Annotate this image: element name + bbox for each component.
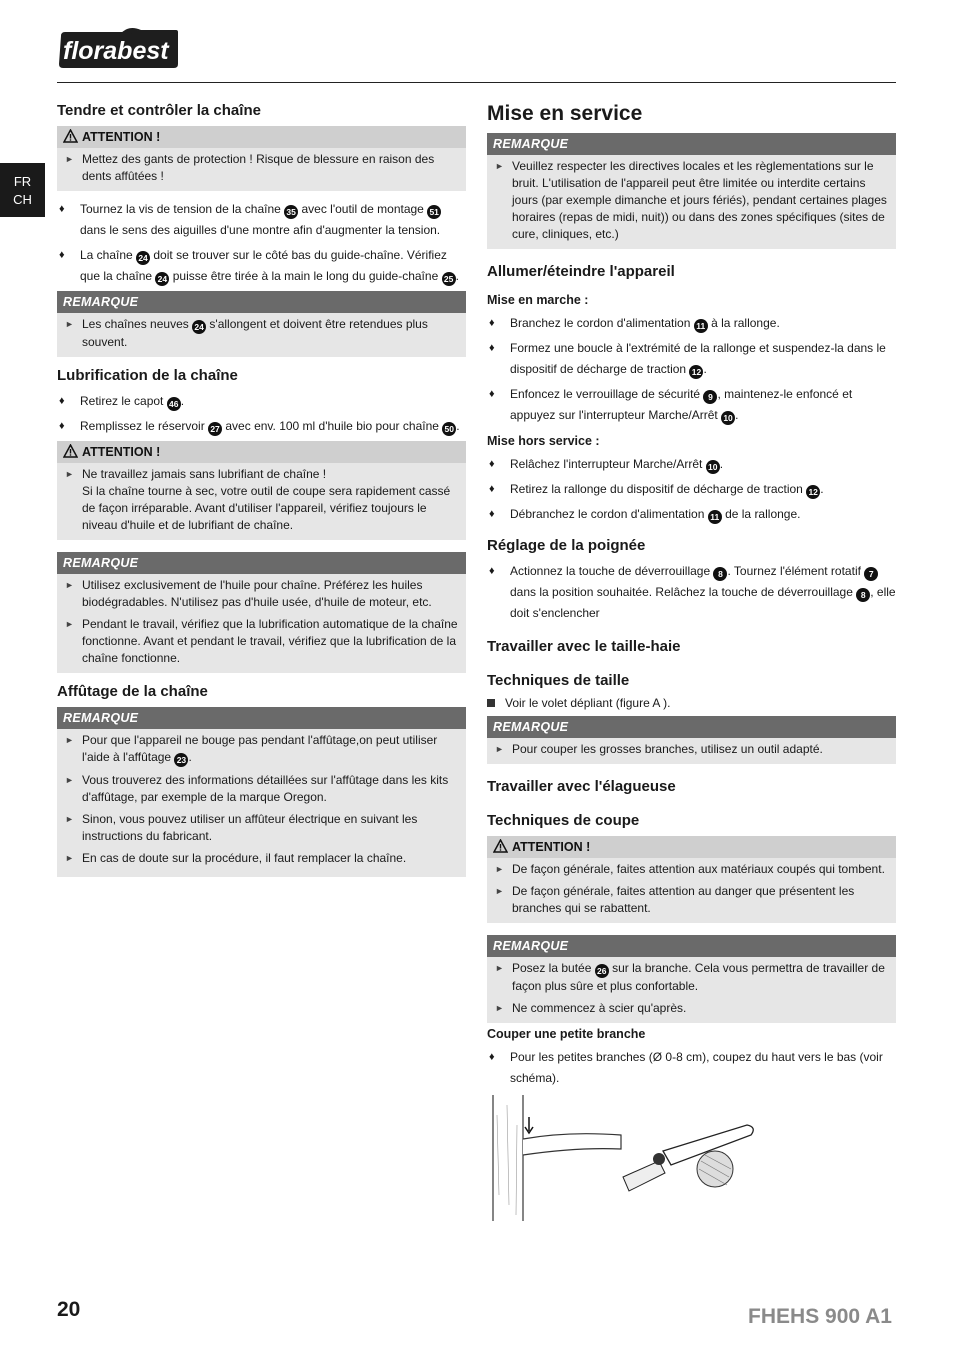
- warning-box: [57, 126, 466, 191]
- note-box: [57, 552, 466, 673]
- arrow-bullet-icon: ►: [65, 154, 74, 164]
- lang-fr: FR: [13, 174, 32, 189]
- bullet-text: Pour les petites branches (Ø 0-8 cm), coupez du haut vers le bas (voir schéma).: [510, 1050, 883, 1085]
- box-item-text: De façon générale, faites attention au danger que présentent les branches qui se rabattent.: [512, 884, 855, 915]
- text-fragment: .: [820, 482, 824, 496]
- box-item: [57, 808, 466, 847]
- diamond-bullet-icon: ♦: [489, 458, 495, 470]
- bullet-text: [80, 394, 184, 408]
- note-label: REMARQUE: [63, 556, 139, 570]
- subheading-stop: Mise hors service :: [487, 434, 600, 448]
- text-fragment: . Tournez l'élément rotatif: [727, 564, 865, 578]
- text-fragment: doit se trouver sur le côté bas du guide-chaîne. Vérifiez que la chaîne: [80, 248, 447, 283]
- square-bullet-icon: [487, 699, 495, 707]
- model-number: FHEHS 900 A1: [748, 1305, 892, 1328]
- cutting-diagram-illustration: [487, 1095, 757, 1221]
- bullet-text: [510, 482, 824, 496]
- warning-header: [57, 441, 466, 463]
- note-box: [57, 291, 466, 357]
- text-fragment: .: [719, 457, 724, 471]
- part-number-icon: 9: [703, 390, 717, 404]
- note-label: REMARQUE: [493, 137, 569, 151]
- text-fragment: avec l'outil de montage: [298, 202, 428, 216]
- box-item: [57, 148, 466, 187]
- note-box: [487, 133, 896, 249]
- diamond-bullet-icon: ♦: [489, 565, 495, 577]
- warning-box: [487, 836, 896, 923]
- diamond-bullet-icon: ♦: [489, 317, 495, 329]
- bullet-list: [57, 391, 466, 437]
- text-fragment: .: [456, 419, 460, 433]
- text-fragment: Les chaînes neuves: [82, 317, 193, 331]
- box-item-text: Sinon, vous pouvez utiliser un affûteur électrique en suivant les instructions du fabricant.: [82, 812, 418, 843]
- arrow-bullet-icon: ►: [495, 744, 504, 754]
- note-header: [487, 133, 896, 155]
- section-title-sharpening: Affûtage de la chaîne: [57, 683, 208, 700]
- text-fragment: Branchez le cordon d'alimentation: [510, 316, 694, 330]
- square-bullet: [487, 694, 896, 712]
- box-item-text: Utilisez exclusivement de l'huile pour chaîne. Préférez les huiles biodégradables. N'utilisez pas d'huile usée, d'huile de moteur, etc.: [82, 578, 432, 609]
- note-box: [487, 716, 896, 764]
- warning-box: [57, 441, 466, 540]
- box-item: [487, 880, 896, 919]
- note-label: REMARQUE: [493, 720, 569, 734]
- subheading-cut-techniques: Techniques de coupe: [487, 812, 640, 829]
- note-header: [57, 291, 466, 313]
- bullet-item: [487, 479, 896, 500]
- section-title-lubrication: Lubrification de la chaîne: [57, 367, 238, 384]
- text-fragment: , maintenez-le enfoncé et appuyez sur l'interrupteur Marche/Arrêt: [510, 387, 853, 422]
- bullet-item: [487, 1047, 896, 1089]
- arrow-bullet-icon: ►: [495, 864, 504, 874]
- bullet-item: [57, 199, 466, 241]
- bullet-list: [487, 313, 896, 426]
- bullet-list: [487, 561, 896, 624]
- bullet-item: [487, 338, 896, 380]
- note-header: [57, 552, 466, 574]
- text-fragment: dans le sens des aiguilles d'une montre afin d'augmenter la tension.: [80, 223, 441, 237]
- right-column: [487, 100, 896, 1221]
- bullet-item: [57, 391, 466, 412]
- box-item: [487, 957, 896, 997]
- subheading-start: Mise en marche :: [487, 293, 589, 307]
- text-fragment: Retirez le capot: [80, 394, 167, 408]
- diamond-bullet-icon: ♦: [59, 395, 65, 407]
- diamond-bullet-icon: ♦: [489, 388, 495, 400]
- subheading-small-branch: Couper une petite branche: [487, 1027, 646, 1041]
- part-number-icon: 51: [427, 205, 441, 219]
- bullet-item: [487, 313, 896, 334]
- text-fragment: dans la position souhaitée. Relâchez la touche de déverrouillage: [510, 585, 857, 599]
- bullet-item: [487, 384, 896, 426]
- bullet-text: [80, 202, 441, 237]
- arrow-bullet-icon: ►: [65, 853, 74, 863]
- square-bullet-text: Voir le volet dépliant (figure A ).: [505, 696, 671, 710]
- box-item-text: Ne travaillez jamais sans lubrifiant de chaîne ! Si la chaîne tourne à sec, votre outil de coupe sera rapidement cassé de façon irréparable. Avant d'utiliser l'appareil, vérifiez toujours le niveau d'huile et de lubrifiant de chaîne.: [82, 467, 451, 532]
- text-fragment: .: [188, 750, 192, 764]
- warning-header: [57, 126, 466, 148]
- part-number-icon: 25: [442, 272, 456, 286]
- bullet-text: [510, 387, 852, 422]
- note-label: REMARQUE: [493, 939, 569, 953]
- diamond-bullet-icon: ♦: [489, 342, 495, 354]
- text-fragment: Retirez la rallonge du dispositif de décharge de traction: [510, 482, 807, 496]
- text-fragment: .: [703, 362, 707, 376]
- note-header: [487, 935, 896, 957]
- section-title-pruner: Travailler avec l'élagueuse: [487, 778, 676, 795]
- section-title-hedge-trimmer: Travailler avec le taille-haie: [487, 638, 681, 655]
- text-fragment: Remplissez le réservoir: [80, 419, 209, 433]
- warning-header: [487, 836, 896, 858]
- box-item: [57, 574, 466, 613]
- part-number-icon: 10: [706, 460, 720, 474]
- box-item: [487, 155, 896, 245]
- note-box: [57, 707, 466, 877]
- warning-triangle-icon: [63, 129, 78, 143]
- part-number-icon: 8: [856, 588, 870, 602]
- part-number-icon: 10: [721, 411, 735, 425]
- arrow-bullet-icon: ►: [65, 814, 74, 824]
- arrow-bullet-icon: ►: [65, 619, 74, 629]
- text-fragment: puisse être tirée à la main le long du guide-chaîne: [169, 269, 442, 283]
- brand-logo: [57, 28, 180, 70]
- bullet-text: [80, 248, 459, 283]
- part-number-icon: 24: [192, 320, 206, 334]
- note-label: REMARQUE: [63, 711, 139, 725]
- diamond-bullet-icon: ♦: [489, 483, 495, 495]
- part-number-icon: 24: [136, 251, 150, 265]
- part-number-icon: 27: [208, 422, 222, 436]
- box-item: [57, 613, 466, 669]
- arrow-bullet-icon: ►: [495, 963, 504, 973]
- diamond-bullet-icon: ♦: [489, 508, 495, 520]
- svg-text:florabest: florabest: [63, 37, 169, 65]
- warning-triangle-icon: [493, 839, 508, 853]
- box-item-text: Veuillez respecter les directives locales et les règlementations sur le bruit. L'utilisation de l'appareil peut être limitée ou interdite certains jours (par exemple dimanche et jours fériés), pendant certaines plages horaires (repas de midi, nuit)) ou dans des zones spécifiques (sites de cure, cliniques, etc.): [512, 159, 887, 241]
- warning-label: ATTENTION !: [82, 130, 161, 144]
- bullet-list: [487, 454, 896, 525]
- part-number-icon: 50: [442, 422, 456, 436]
- text-fragment: .: [180, 394, 185, 408]
- part-number-icon: 35: [284, 205, 298, 219]
- text-fragment: Enfoncez le verrouillage de sécurité: [510, 387, 704, 401]
- warning-triangle-icon: [63, 444, 78, 458]
- part-number-icon: 12: [806, 485, 820, 499]
- bullet-list: [57, 199, 466, 287]
- brand-logo-graphic: [57, 28, 180, 70]
- cutting-diagram: [487, 1095, 757, 1221]
- bullet-item: [57, 245, 466, 287]
- page-title: Mise en service: [487, 102, 643, 125]
- box-item-text: Vous trouverez des informations détaillées sur l'affûtage dans les kits d'affûtage, par exemple de la marque Oregon.: [82, 773, 449, 804]
- page-number: 20: [57, 1298, 81, 1321]
- bullet-list: [487, 1047, 896, 1089]
- bullet-item: [487, 504, 896, 525]
- box-item-text: Pendant le travail, vérifiez que la lubrification automatique de la chaîne fonctionne. Avant et pendant le travail, vérifiez que la lubrification de la chaîne fonctionne.: [82, 617, 458, 665]
- bullet-text: [510, 564, 896, 620]
- bullet-text: [510, 341, 886, 376]
- header-rule: [57, 82, 896, 83]
- diamond-bullet-icon: ♦: [489, 1051, 495, 1063]
- text-fragment: .: [735, 408, 739, 422]
- text-fragment: Pour que l'appareil ne bouge pas pendant l'affûtage,on peut utiliser l'aide à l'affûtage: [82, 733, 438, 764]
- box-item-text: En cas de doute sur la procédure, il faut remplacer la chaîne.: [82, 851, 407, 865]
- text-fragment: Relâchez l'interrupteur Marche/Arrêt: [510, 457, 706, 471]
- box-item-text: Pour couper les grosses branches, utilisez un outil adapté.: [512, 742, 823, 756]
- arrow-bullet-icon: ►: [65, 319, 74, 329]
- box-item-text: Mettez des gants de protection ! Risque de blessure en raison des dents affûtées !: [82, 152, 435, 183]
- language-tab: [0, 163, 45, 217]
- box-item: [57, 729, 466, 769]
- text-fragment: avec env. 100 ml d'huile bio pour chaîne: [222, 419, 443, 433]
- box-item: [57, 847, 466, 869]
- box-item: [487, 858, 896, 880]
- arrow-bullet-icon: ►: [495, 161, 504, 171]
- text-fragment: Posez la butée: [512, 961, 595, 975]
- part-number-icon: 11: [708, 510, 722, 524]
- lang-ch: CH: [13, 192, 32, 207]
- text-fragment: La chaîne: [80, 248, 137, 262]
- note-header: [487, 716, 896, 738]
- text-fragment: s'allongent et doivent être retendues plus souvent.: [82, 317, 428, 349]
- text-fragment: Tournez la vis de tension de la chaîne: [80, 202, 285, 216]
- note-label: REMARQUE: [63, 295, 139, 309]
- part-number-icon: 26: [595, 964, 609, 978]
- box-item-text: De façon générale, faites attention aux matériaux coupés qui tombent.: [512, 862, 885, 876]
- arrow-bullet-icon: ►: [495, 1003, 504, 1013]
- box-item-text: [512, 961, 885, 993]
- subheading-trim-techniques: Techniques de taille: [487, 672, 630, 689]
- bullet-item: [487, 561, 896, 624]
- part-number-icon: 24: [155, 272, 169, 286]
- diamond-bullet-icon: ♦: [59, 249, 65, 261]
- warning-label: ATTENTION !: [512, 840, 591, 854]
- section-title-chain-tension: Tendre et contrôler la chaîne: [57, 102, 261, 119]
- warning-label: ATTENTION !: [82, 445, 161, 459]
- part-number-icon: 7: [864, 567, 878, 581]
- arrow-bullet-icon: ►: [495, 886, 504, 896]
- text-fragment: sur la branche. Cela vous permettra de travailler de façon plus sûre et plus confortable.: [512, 961, 885, 993]
- note-box: [487, 935, 896, 1023]
- text-fragment: Formez une boucle à l'extrémité de la rallonge et suspendez-la dans le dispositif de décharge de traction: [510, 341, 886, 376]
- bullet-text: [80, 419, 460, 433]
- note-header: [57, 707, 466, 729]
- bullet-item: [487, 454, 896, 475]
- bullet-item: [57, 416, 466, 437]
- part-number-icon: 8: [713, 567, 727, 581]
- text-fragment: .: [455, 269, 459, 283]
- text-fragment: à la rallonge.: [707, 316, 780, 330]
- part-number-icon: 46: [167, 397, 181, 411]
- box-item-text: [82, 317, 428, 349]
- left-column: [57, 100, 466, 885]
- arrow-bullet-icon: ►: [65, 735, 74, 745]
- arrow-bullet-icon: ►: [65, 469, 74, 479]
- box-item-text: Ne commencez à scier qu'après.: [512, 1001, 687, 1015]
- box-item: [57, 769, 466, 808]
- box-item: [487, 997, 896, 1019]
- section-title-on-off: Allumer/éteindre l'appareil: [487, 263, 675, 280]
- arrow-bullet-icon: ►: [65, 775, 74, 785]
- diamond-bullet-icon: ♦: [59, 203, 65, 215]
- section-title-handle: Réglage de la poignée: [487, 537, 646, 554]
- text-fragment: Débranchez le cordon d'alimentation: [510, 507, 708, 521]
- bullet-text: [510, 507, 800, 521]
- box-item: [57, 463, 466, 536]
- part-number-icon: 12: [689, 365, 703, 379]
- bullet-text: [510, 457, 723, 471]
- diamond-bullet-icon: ♦: [59, 420, 65, 432]
- box-item: [57, 313, 466, 353]
- text-fragment: Actionnez la touche de déverrouillage: [510, 564, 714, 578]
- box-item: [487, 738, 896, 760]
- box-item-text: [82, 733, 437, 764]
- part-number-icon: 11: [694, 319, 708, 333]
- part-number-icon: 23: [174, 753, 188, 767]
- text-fragment: , elle doit s'enclencher: [510, 585, 896, 620]
- text-fragment: de la rallonge.: [721, 507, 801, 521]
- arrow-bullet-icon: ►: [65, 580, 74, 590]
- bullet-text: [510, 316, 780, 330]
